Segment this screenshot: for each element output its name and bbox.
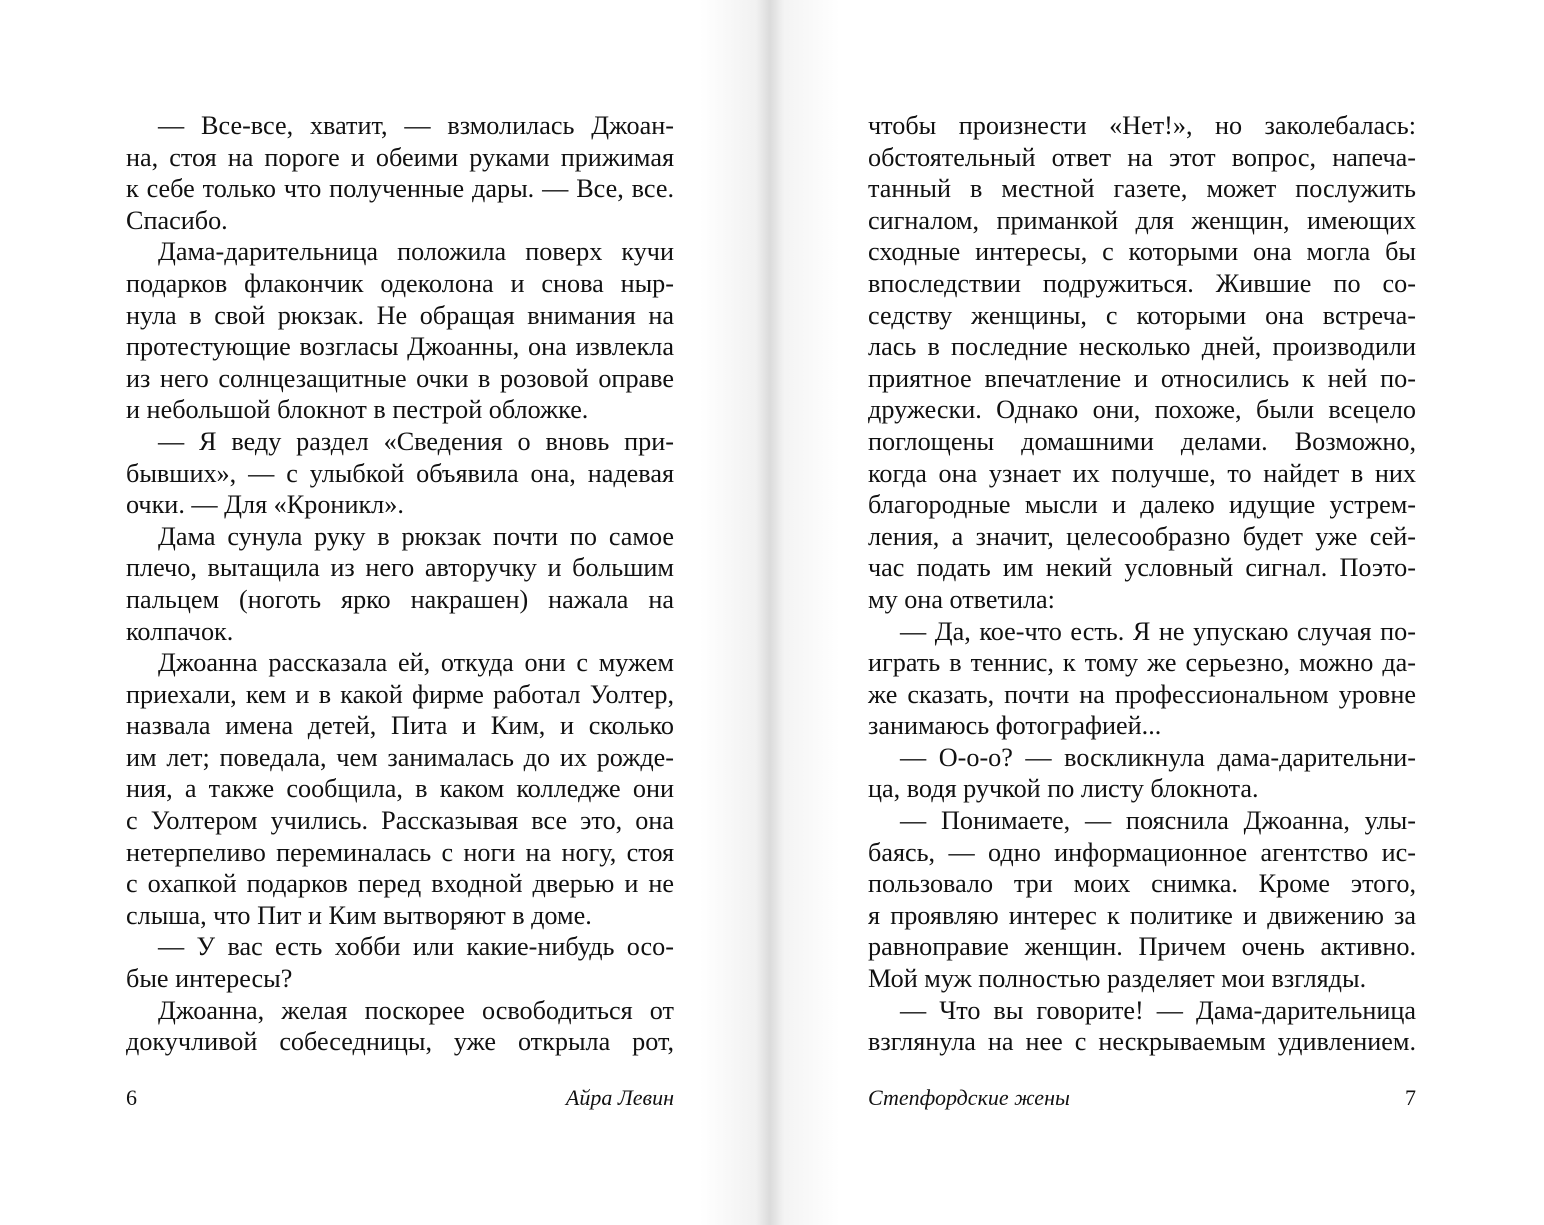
text-line: час подать им некий условный сигнал. Поэто- xyxy=(868,553,1416,583)
text-line: баясь, — одно информационное агентство ис- xyxy=(868,837,1416,867)
text-line: впоследствии подружиться. Жившие по со- xyxy=(868,268,1416,298)
page-number: 7 xyxy=(1405,1085,1416,1110)
text-line: Джоанна рассказала ей, откуда они с мужем xyxy=(158,648,674,678)
text-line: приехали, кем и в какой фирме работал Уолтер, xyxy=(126,679,674,709)
text-line: — Я веду раздел «Сведения о вновь при- xyxy=(158,426,674,456)
text-line: обстоятельный ответ на этот вопрос, напеча- xyxy=(868,142,1416,172)
text-line: взглянула на нее с нескрываемым удивлением. xyxy=(868,1027,1416,1057)
text-line: ления, а значит, целесообразно будет уже сей- xyxy=(868,521,1416,551)
left-page-text xyxy=(126,110,674,1058)
text-line: пользовало три моих снимка. Кроме этого, xyxy=(868,869,1416,899)
text-line: сигналом, приманкой для женщин, имеющих xyxy=(868,205,1416,235)
text-line: благородные мысли и далеко идущие устрем- xyxy=(868,490,1416,520)
text-line: му она ответила: xyxy=(868,584,1055,614)
running-head-title: Степфордские жены xyxy=(868,1085,1070,1110)
text-line: поглощены домашними делами. Возможно, xyxy=(868,426,1416,456)
right-page-text xyxy=(868,110,1416,1058)
text-line: слыша, что Пит и Ким вытворяют в доме. xyxy=(126,900,592,930)
text-line: — У вас есть хобби или какие-нибудь осо- xyxy=(158,932,674,962)
text-line: — О-о-о? — воскликнула дама-дарительни- xyxy=(900,742,1416,772)
text-line: я проявляю интерес к политике и движению за xyxy=(868,900,1416,930)
text-line: Спасибо. xyxy=(126,205,228,235)
text-line: дружески. Однако они, похоже, были всецело xyxy=(868,395,1416,425)
text-line: — Да, кое-что есть. Я не упускаю случая по- xyxy=(900,616,1416,646)
text-line: из него солнцезащитные очки в розовой оправе xyxy=(126,363,674,393)
text-line: и небольшой блокнот в пестрой обложке. xyxy=(126,395,589,425)
text-line: с Уолтером учились. Рассказывая все это, она xyxy=(126,806,674,836)
text-line: лась в последние несколько дней, производили xyxy=(868,332,1416,362)
text-line: докучливой собеседницы, уже открыла рот, xyxy=(126,1027,674,1057)
text-line: к себе только что полученные дары. — Все, все. xyxy=(126,174,674,204)
text-line: — Понимаете, — пояснила Джоанна, улы- xyxy=(900,806,1416,836)
text-line: же сказать, почти на профессиональном уровне xyxy=(868,679,1416,709)
text-line: Дама-дарительница положила поверх кучи xyxy=(158,237,674,267)
text-line: нетерпеливо переминалась с ноги на ногу, стоя xyxy=(126,837,674,867)
text-line: ца, водя ручкой по листу блокнота. xyxy=(868,774,1259,804)
right-page xyxy=(772,0,1544,1225)
text-line: танный в местной газете, может послужить xyxy=(868,174,1416,204)
text-line: подарков флакончик одеколона и снова ныр- xyxy=(126,268,674,298)
text-line: бые интересы? xyxy=(126,964,293,994)
text-line: седству женщины, с которыми она встреча- xyxy=(868,300,1416,330)
text-line: — Все-все, хватит, — взмолилась Джоан- xyxy=(158,111,674,140)
text-line: сходные интересы, с которыми она могла бы xyxy=(868,237,1416,267)
text-line: назвала имена детей, Пита и Ким, и сколько xyxy=(126,711,674,741)
text-line: нула в свой рюкзак. Не обращая внимания на xyxy=(126,300,674,330)
text-line: протестующие возгласы Джоанны, она извлекла xyxy=(126,332,674,362)
text-line: играть в теннис, к тому же серьезно, можно да- xyxy=(868,648,1416,678)
text-line: плечо, вытащила из него авторучку и большим xyxy=(126,553,674,583)
text-line: бывших», — с улыбкой объявила она, надевая xyxy=(126,458,674,488)
text-line: очки. — Для «Кроникл». xyxy=(126,490,404,520)
text-line: занимаюсь фотографией... xyxy=(868,711,1162,741)
text-line: пальцем (ноготь ярко накрашен) нажала на xyxy=(126,584,674,614)
text-line: — Что вы говорите! — Дама-дарительница xyxy=(900,995,1416,1025)
running-head-author: Айра Левин xyxy=(565,1085,674,1110)
text-line: Дама сунула руку в рюкзак почти по самое xyxy=(158,521,674,551)
text-line: с охапкой подарков перед входной дверью и не xyxy=(126,869,674,899)
text-line: Джоанна, желая поскорее освободиться от xyxy=(158,995,674,1025)
text-line: Мой муж полностью разделяет мои взгляды. xyxy=(868,964,1367,994)
text-line: чтобы произнести «Нет!», но заколебалась: xyxy=(868,111,1416,140)
text-line: на, стоя на пороге и обеими руками прижимая xyxy=(126,142,674,172)
page-number: 6 xyxy=(126,1085,137,1110)
text-line: приятное впечатление и относились к ней по- xyxy=(868,363,1416,393)
text-line: ния, а также сообщила, в каком колледже они xyxy=(126,774,674,804)
text-line: равноправие женщин. Причем очень активно. xyxy=(868,932,1416,962)
text-line: когда она узнает их получше, то найдет в них xyxy=(868,458,1416,488)
text-line: колпачок. xyxy=(126,616,234,646)
text-line: им лет; поведала, чем занималась до их рожде- xyxy=(126,742,674,772)
